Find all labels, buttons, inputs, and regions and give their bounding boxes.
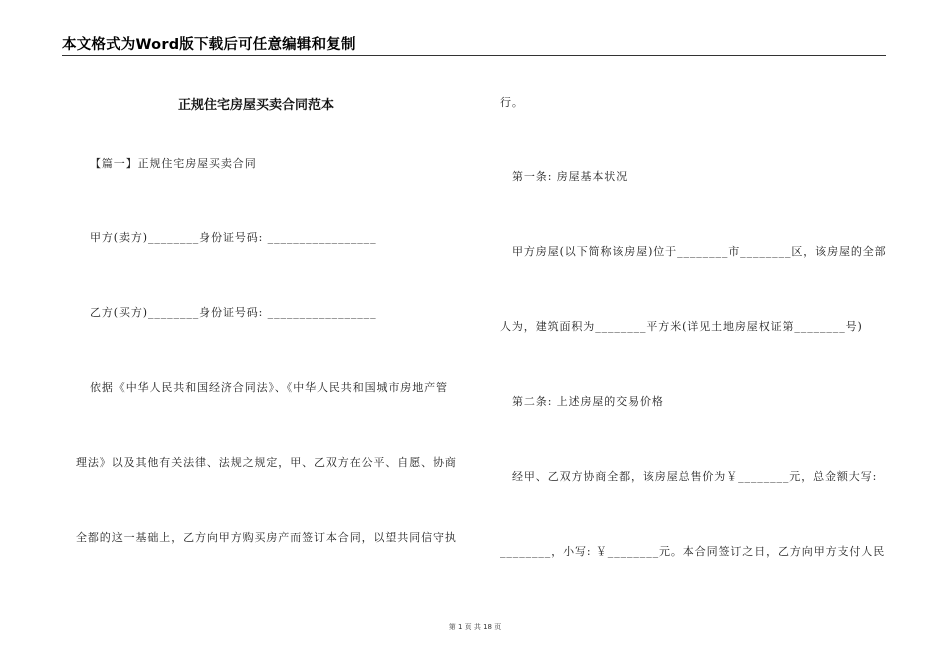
document-title: 正规住宅房屋买卖合同范本	[178, 98, 335, 113]
party-a-line: 甲方(卖方)________身份证号码: _________________	[90, 231, 377, 244]
paragraph-line: ________，小写: ￥________元。本合同签订之日，乙方向甲方支付人民	[500, 545, 886, 558]
article-heading: 第一条: 房屋基本状况	[512, 170, 629, 183]
paragraph-line: 行。	[500, 96, 524, 109]
article-heading: 第二条: 上述房屋的交易价格	[512, 395, 664, 408]
page-footer: 第 1 页 共 18 页	[448, 623, 502, 631]
left-column	[76, 0, 476, 672]
right-column	[500, 0, 890, 672]
party-b-line: 乙方(买方)________身份证号码: _________________	[90, 306, 377, 319]
paragraph-line: 甲方房屋(以下简称该房屋)位于________市________区，该房屋的全部	[512, 245, 887, 258]
paragraph-line: 理法》以及其他有关法律、法规之规定，甲、乙双方在公平、自愿、协商	[76, 456, 457, 469]
paragraph-line: 全都的这一基础上，乙方向甲方购买房产而签订本合同，以望共同信守执	[76, 531, 457, 544]
paragraph-line: 依据《中华人民共和国经济合同法》、《中华人民共和国城市房地产管	[90, 381, 448, 394]
header-text: 本文格式为Word版下载后可任意编辑和复制	[62, 37, 356, 53]
section-heading: 【篇一】正规住宅房屋买卖合同	[90, 157, 257, 170]
paragraph-line: 人为，建筑面积为________平方米(详见土地房屋权证第________号)	[500, 320, 863, 333]
paragraph-line: 经甲、乙双方协商全都，该房屋总售价为￥________元，总金额大写:	[512, 470, 878, 483]
